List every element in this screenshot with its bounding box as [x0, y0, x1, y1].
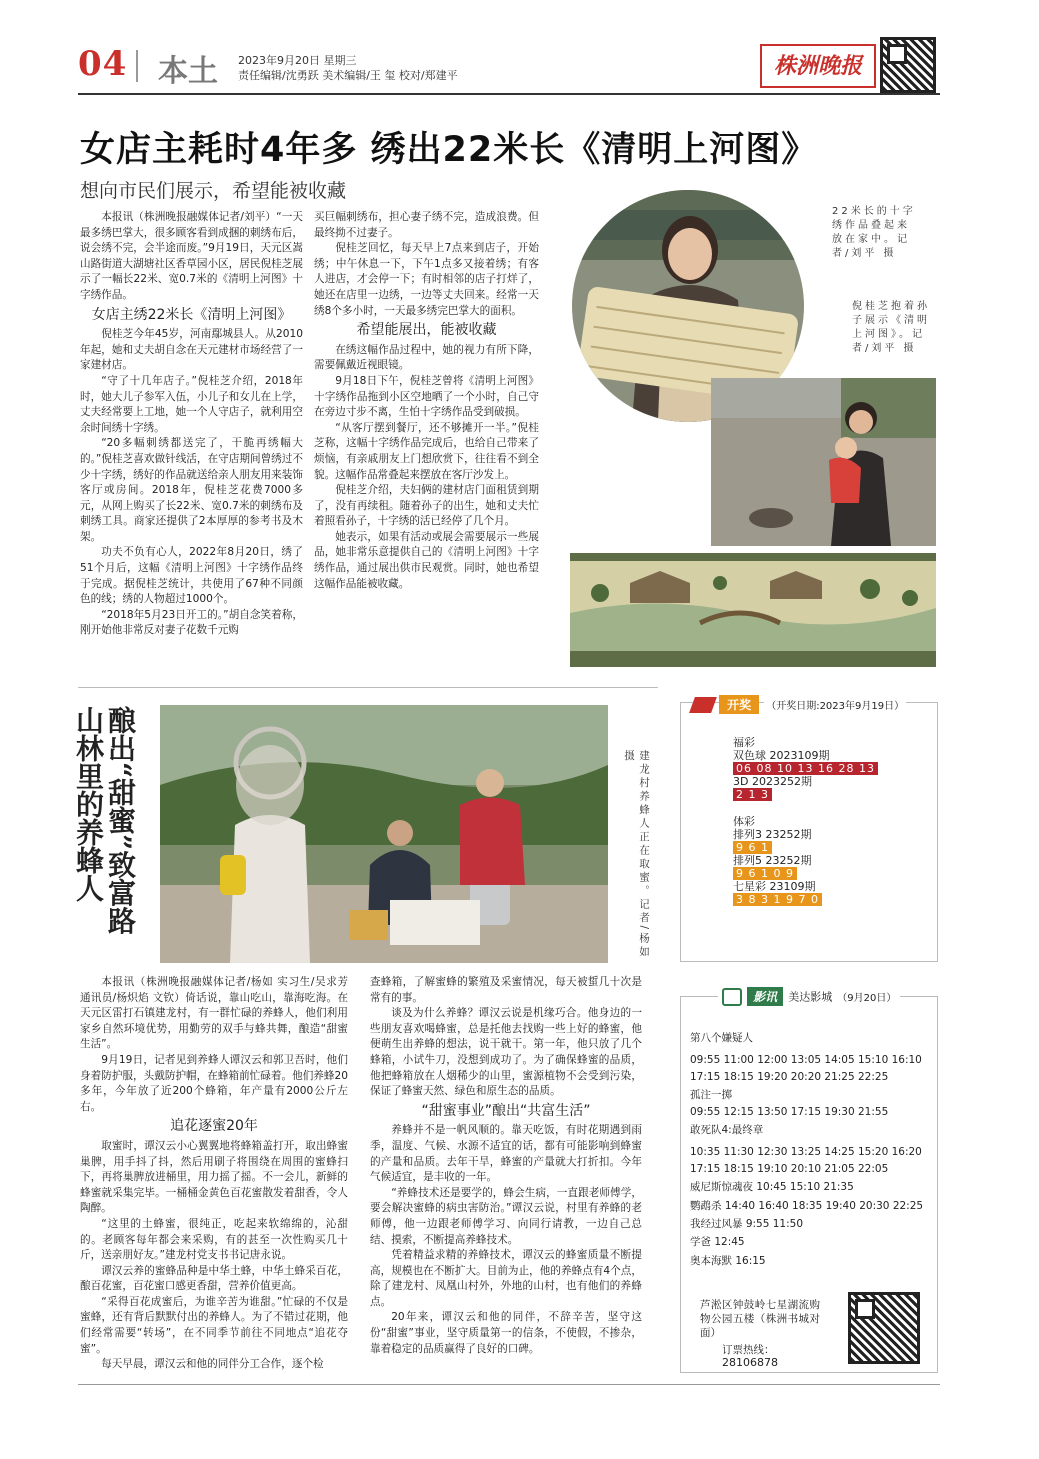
paragraph: 倪桂芝介绍，夫妇俩的建材店门面租赁到期了，没有再续租。随着孙子的出生，她和丈夫忙着照看孙子，十字绣的活已经停了几个月。 — [314, 484, 539, 528]
fc3d-numbers: 2 1 3 — [733, 788, 772, 801]
cinema-label: 影讯 — [747, 987, 783, 1006]
paragraph: 倪桂芝今年45岁，河南鄢城县人。从2010年起，她和丈夫胡自念在天元建材市场经营了一家建材店。 — [80, 328, 303, 372]
paragraph: 她表示，如果有活动或展会需要展示一些展品，她非常乐意提供自己的《清明上河图》十字绣作品，通过展出供市民观赏。同时，她也希望这幅作品能被收藏。 — [314, 530, 539, 590]
qxc-label: 七星彩 23109期 — [733, 880, 816, 893]
page-number: 04 — [78, 44, 128, 84]
check-icon — [689, 697, 717, 713]
header-rule — [78, 93, 940, 95]
section-name: 本土 — [158, 54, 218, 89]
paragraph: 买巨幅刺绣布，担心妻子绣不完，造成浪费。但最终拗不过妻子。 — [314, 211, 539, 239]
paragraph: 在绣这幅作品过程中，她的视力有所下降，需要佩戴近视眼镜。 — [314, 343, 539, 372]
lottery-content — [733, 736, 878, 906]
date-line: 2023年9月20日 星期三 — [238, 54, 357, 67]
qingming-embroidery-photo — [570, 553, 936, 667]
article1-subhead: 想向市民们展示，希望能被收藏 — [80, 180, 347, 202]
movie-entry: 我经过风暴 9:55 11:50 — [690, 1218, 804, 1231]
photo-caption-2: 倪桂芝抱着孙子展示《清明上河图》。记者/刘平 摄 — [852, 301, 930, 354]
movie-entry: 鹦鹉杀 14:40 16:40 18:35 19:40 20:30 22:25 — [690, 1199, 924, 1212]
article2-title-main: 山林里的养蜂人 — [72, 706, 105, 902]
movie-title: 孤注一掷 — [690, 1089, 732, 1102]
paragraph: 取蜜时，谭汉云小心翼翼地将蜂箱盖打开，取出蜂蜜巢脾，用手抖了抖，然后用刷子将围绕在周围的蜜蜂扫下，再将巢脾放进桶里，用力摇了摇。不一会儿，新鲜的蜂蜜就采集完毕。一桶桶金黄色百花蜜散发着甜香，令人陶醉。 — [80, 1139, 348, 1215]
movie-times: 17:15 18:15 19:20 20:20 21:25 22:25 — [690, 1070, 889, 1083]
cinema-address: 芦淞区钟鼓岭七星湖流购物公园五楼（株洲书城对面） — [700, 1299, 820, 1339]
article2-title: 酿出“甜蜜”致富路 — [104, 706, 137, 935]
paragraph: 倪桂芝回忆，每天早上7点来到店子，开始绣；中午休息一下，下午1点多又接着绣；有客人进店，才会停一下；有时相邻的店子打烊了，她还在店里一边绣，一边等丈夫回来。经常一天绣8个多小时，一天最多绣完巴掌大的面积。 — [314, 242, 539, 317]
film-camera-icon — [722, 988, 742, 1006]
qr-code-icon — [880, 37, 936, 93]
fc3d-label: 3D 2023252期 — [733, 775, 812, 788]
paragraph: “守了十几年店子。”倪桂芝介绍，2018年时，她大儿子参军入伍，小儿子和女儿在上学，丈夫经常要上工地，她一个人守店子，就利用空余时间绣十字绣。 — [80, 374, 303, 434]
pl5-numbers: 9 6 1 0 9 — [733, 867, 797, 880]
lottery-label: 开奖 — [719, 695, 759, 714]
beekeeper-photo — [160, 705, 608, 963]
ssq-label: 双色球 2023109期 — [733, 749, 830, 762]
paragraph: 凭着精益求精的养蜂技术，谭汉云的蜂蜜质量不断提高，规模也在不断扩大。目前为止，他的养蜂点有4个点，除了建龙村、凤凰山村外，外地的山村，也有他们的养蜂点。 — [370, 1249, 642, 1308]
grandson-photo — [711, 378, 936, 546]
newspaper-logo: 株洲晚报 — [760, 44, 876, 88]
cinema-header — [718, 986, 900, 1006]
hotline-label: 订票热线： — [722, 1344, 775, 1356]
movie-times: 17:15 18:15 19:10 20:10 21:05 22:05 — [690, 1162, 889, 1175]
photo-caption-1: 22米长的十字绣作品叠起来放在家中。记者/刘平 摄 — [832, 206, 916, 259]
subheading: 女店主绣22米长《清明上河图》 — [91, 306, 292, 323]
movie-entry: 学爸 12:45 — [690, 1236, 745, 1249]
article1-headline: 女店主耗时4年多 绣出22米长《清明上河图》 — [80, 130, 818, 170]
movie-list — [690, 1030, 930, 1269]
paragraph: “采得百花成蜜后，为谁辛苦为谁甜。”忙碌的不仅是蜜蜂，还有背后默默付出的养蜂人。为了不错过花期，他们经常需要“转场”，在不同季节前往不同地点“追花夺蜜”。 — [80, 1295, 348, 1355]
movie-title: 敢死队4:最终章 — [690, 1124, 764, 1137]
pl5-label: 排列5 23252期 — [733, 854, 812, 867]
header-divider — [136, 50, 138, 82]
section-divider — [78, 687, 658, 688]
ssq-numbers: 06 08 10 13 16 28 13 — [733, 762, 878, 775]
paragraph: 养蜂并不是一帆风顺的。靠天吃饭，有时花期遇到雨季，温度、气候、水源不适宜的话，都有可能影响到蜂蜜的产量和品质。去年干旱，蜂蜜的产量就大打折扣。今年气候适宜，是丰收的一年。 — [370, 1124, 642, 1184]
paragraph: “从客厅摆到餐厅，还不够摊开一半。”倪桂芝称，这幅十字绣作品完成后，也给自己带来了烦恼，有亲戚朋友上门想欣赏下，往往看不到全貌。这幅作品常叠起来摆放在客厅沙发上。 — [314, 421, 539, 481]
movie-times: 09:55 11:00 12:00 13:05 14:05 15:10 16:10 — [690, 1054, 922, 1067]
lottery-date: （开奖日期:2023年9月19日） — [766, 701, 905, 712]
paragraph: 9月19日，记者见到养蜂人谭汉云和郭卫吾时，他们身着防护服，头戴防护帽，在蜂箱前忙碌着。他们养蜂20多年，今年放了近200个蜂箱，年产量有2000公斤左右。 — [80, 1053, 348, 1113]
paragraph: 功夫不负有心人，2022年8月20日，绣了51个月后，这幅《清明上河图》十字绣作品终于完成。据倪桂芝统计，共使用了67种不同颜色的线；绣的人物超过1000个。 — [80, 546, 303, 606]
movie-times: 10:35 11:30 12:30 13:25 14:25 15:20 16:20 — [690, 1146, 922, 1159]
movie-title: 第八个嫌疑人 — [690, 1032, 753, 1044]
paragraph: 本报讯（株洲晚报融媒体记者/刘平）“一天最多绣巴掌大，很多顾客看到成捆的刺绣布后，说会绣不完，会半途而废。”9月19日，天元区嵩山路街道大湖塘社区香草园小区，居民倪桂芝展示了一幅长22米、宽0.7米的《清明上河图》十字绣作品。 — [80, 211, 303, 301]
paragraph: 查蜂箱，了解蜜蜂的繁殖及采蜜情况，每天被蜇几十次是常有的事。 — [370, 976, 642, 1004]
footer-rule — [78, 1384, 940, 1385]
cinema-date: （9月20日） — [837, 993, 897, 1004]
fucai-label: 福彩 — [733, 736, 755, 749]
movie-entry: 威尼斯惊魂夜 10:45 15:10 21:35 — [690, 1181, 854, 1194]
paragraph: 谭汉云养的蜜蜂品种是中华土蜂，中华土蜂采百花，酿百花蜜，百花蜜口感更香甜，营养价值更高。 — [80, 1264, 348, 1293]
paragraph: 每天早晨，谭汉云和他的同伴分工合作，逐个检 — [101, 1358, 324, 1371]
paragraph: “养蜂技术还是要学的，蜂会生病，一直跟老师傅学，要会解决蜜蜂的病虫害防治。”谭汉云说，村里有养蜂的老师傅，他一边跟老师傅学习、向同行请教，一边自己总结、摸索，不断提高养蜂技术。 — [370, 1186, 642, 1246]
paragraph: “2018年5月23日开工的。”胡自念笑着称，刚开始他非常反对妻子花数千元购 — [80, 608, 303, 637]
pl3-label: 排列3 23252期 — [733, 828, 812, 841]
lottery-header — [692, 694, 906, 714]
subheading: 追花逐蜜20年 — [170, 1118, 258, 1135]
paragraph: 20年来，谭汉云和他的同伴，不辞辛苦，坚守这份“甜蜜”事业，坚守质量第一的信条，不使假，不掺杂，靠着稳定的品质赢得了良好的口碑。 — [370, 1311, 642, 1355]
paragraph: “20多幅刺绣都送完了，干脆再绣幅大的。”倪桂芝喜欢做针线活，在守店期间曾绣过不少十字绣，绣好的作品就送给亲人朋友用来装饰客厅或房间。2018年，倪桂芝花费7000多元，从网上购买了长22米、宽0.7米的刺绣布及刺绣工具。商家还提供了2本厚厚的参考书及木架。 — [80, 437, 303, 543]
movie-entry: 奥本海默 16:15 — [690, 1254, 766, 1267]
cinema-name: 美达影城 — [788, 990, 833, 1004]
editors-line: 责任编辑/沈勇跃 美术编辑/王 玺 校对/郑建平 — [238, 69, 458, 82]
movie-times: 09:55 12:15 13:50 17:15 19:30 21:55 — [690, 1105, 889, 1118]
article1-column-1 — [80, 210, 303, 639]
subheading: “甜蜜事业”酿出“共富生活” — [421, 1102, 591, 1119]
paragraph: “这里的土蜂蜜，很纯正，吃起来软绵绵的，沁甜的。老顾客每年都会来采购，有的甚至一次性购买几十斤，送亲朋好友。”建龙村党支书书记唐永说。 — [80, 1217, 348, 1262]
article1-column-2 — [314, 210, 539, 592]
paragraph: 本报讯（株洲晚报融媒体记者/杨如 实习生/吴求芳 通讯员/杨炽焰 文钦）倚话说，靠山吃山，靠海吃海。在天元区雷打石镇建龙村，有一群忙碌的养蜂人，他们利用家乡自然环境优势，用勤劳的双手与蜂共舞，酿造“甜蜜生活”。 — [80, 976, 348, 1051]
paragraph: 9月18日下午，倪桂芝曾将《清明上河图》十字绣作品拖到小区空地晒了一个小时，自己守在旁边寸步不离，生怕十字绣作品受到破损。 — [314, 374, 539, 419]
pl3-numbers: 9 6 1 — [733, 841, 772, 854]
article2-column-2 — [370, 975, 642, 1357]
qxc-numbers: 3 8 3 1 9 7 0 — [733, 893, 822, 906]
cinema-qr-code-icon — [848, 1292, 920, 1364]
beekeeper-photo-caption: 建龙村养蜂人正在取蜜。记者/杨如 摄 — [623, 750, 650, 960]
ticai-label: 体彩 — [733, 815, 755, 828]
subheading: 希望能展出，能被收藏 — [356, 322, 497, 339]
hotline-number: 28106878 — [722, 1356, 778, 1369]
article2-column-1 — [80, 975, 348, 1373]
paragraph: 谈及为什么养蜂？谭汉云说是机缘巧合。他身边的一些朋友喜欢喝蜂蜜，总是托他去找购一些上好的蜂蜜，他便萌生出养蜂的想法，说干就干。第一年，他只放了几个蜂箱，小试牛刀，没想到成功了。为了确保蜂蜜的品质，他把蜂箱放在人烟稀少的山里，蜜源植物不会受到污染，保证了蜂蜜天然、绿色和原生态的品质。 — [370, 1007, 642, 1098]
